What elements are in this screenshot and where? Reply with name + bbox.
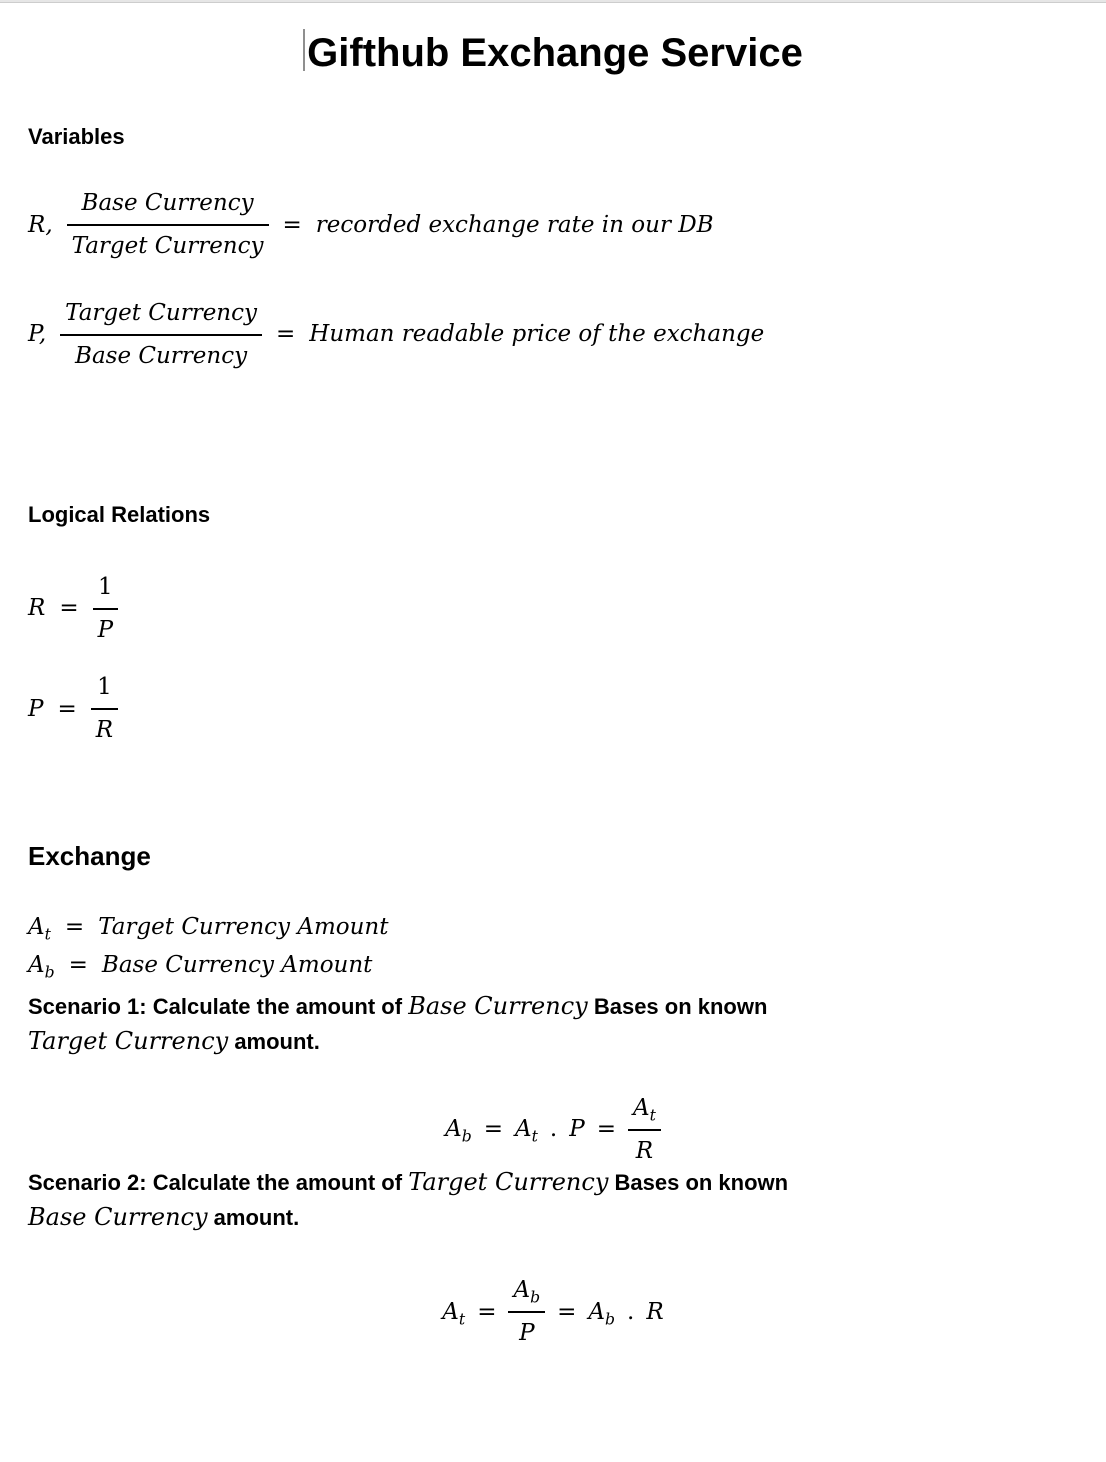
equals-sign: = xyxy=(276,321,296,348)
symbol-base: A xyxy=(515,1116,532,1143)
formula-term xyxy=(515,1115,538,1144)
fraction-numerator: Target Currency xyxy=(60,299,262,336)
symbol-subscript: t xyxy=(531,1126,538,1146)
amount-t-symbol xyxy=(28,913,51,942)
equals-sign: = xyxy=(282,211,302,238)
scenario-1-formula xyxy=(28,1094,1078,1166)
variable-p-definition xyxy=(28,299,1078,371)
fraction-numerator xyxy=(508,1276,545,1313)
document-title-text: Gifthub Exchange Service xyxy=(307,31,803,75)
variable-p-symbol: P, xyxy=(28,321,47,348)
scenario-1-bold-2: Bases on known xyxy=(587,993,768,1019)
fraction xyxy=(93,573,118,645)
equals-sign: = xyxy=(596,1116,616,1143)
multiplication-dot: . xyxy=(549,1116,558,1143)
scenario-2-bold-3: amount. xyxy=(207,1205,300,1231)
formula-term xyxy=(588,1298,615,1327)
fraction xyxy=(628,1094,661,1166)
amount-b-symbol xyxy=(28,951,55,980)
variable-r-definition xyxy=(28,189,1078,261)
formula-term: R xyxy=(646,1298,664,1325)
equals-sign: = xyxy=(59,595,79,622)
scenario-2-text xyxy=(28,1165,1078,1235)
equals-sign: = xyxy=(557,1298,577,1325)
equals-sign: = xyxy=(64,913,85,940)
scenario-2-italic-1: Target Currency xyxy=(408,1168,609,1197)
amount-definitions xyxy=(28,913,1078,989)
equals-sign: = xyxy=(57,695,77,722)
fraction-numerator xyxy=(628,1094,661,1131)
relation-p-formula xyxy=(28,673,1078,745)
symbol-subscript: b xyxy=(44,962,55,982)
equals-sign: = xyxy=(483,1116,504,1143)
symbol-base: A xyxy=(442,1298,459,1325)
variable-p-description: Human readable price of the exchange xyxy=(309,321,765,348)
symbol-subscript: t xyxy=(458,1309,466,1329)
document-title xyxy=(28,29,1078,77)
scenario-1-bold-3: amount. xyxy=(228,1028,320,1054)
formula-lhs xyxy=(442,1298,465,1327)
fraction xyxy=(60,299,262,371)
fraction-denominator: P xyxy=(97,616,114,643)
symbol-base: A xyxy=(513,1277,531,1304)
fraction xyxy=(91,673,118,745)
text-cursor xyxy=(303,29,305,71)
fraction-denominator: R xyxy=(635,1137,654,1164)
scenario-2-bold-1: Scenario 2: Calculate the amount of xyxy=(28,1170,409,1196)
amount-b-description: Base Currency Amount xyxy=(101,951,373,978)
fraction-numerator: 1 xyxy=(91,673,118,710)
amount-t-definition xyxy=(28,913,1078,951)
fraction-denominator: Base Currency xyxy=(75,342,248,369)
fraction-numerator: Base Currency xyxy=(67,189,269,226)
symbol-subscript: b xyxy=(530,1288,541,1308)
scenario-1-bold-1: Scenario 1: Calculate the amount of xyxy=(28,993,409,1019)
symbol-base: A xyxy=(633,1094,650,1121)
document-canvas[interactable] xyxy=(0,3,1106,1348)
scenario-2-bold-2: Bases on known xyxy=(608,1170,789,1196)
symbol-base: A xyxy=(28,913,45,940)
scenario-1-italic-1: Base Currency xyxy=(408,991,588,1020)
equals-sign: = xyxy=(68,951,88,978)
fraction-denominator: Target Currency xyxy=(71,233,264,260)
fraction xyxy=(67,189,269,261)
symbol-base: A xyxy=(28,951,45,978)
variable-r-symbol: R, xyxy=(28,211,53,238)
symbol-subscript: t xyxy=(649,1105,656,1125)
symbol-base: A xyxy=(588,1298,606,1325)
equals-sign: = xyxy=(477,1298,497,1325)
amount-b-definition xyxy=(28,951,1078,989)
symbol-subscript: b xyxy=(605,1309,616,1329)
fraction xyxy=(508,1276,545,1348)
formula-lhs xyxy=(445,1115,472,1144)
formula-term: P xyxy=(569,1116,585,1143)
scenario-1-italic-2: Target Currency xyxy=(28,1026,229,1055)
symbol-base: A xyxy=(445,1116,462,1143)
exchange-heading: Exchange xyxy=(28,840,151,871)
symbol-subscript: b xyxy=(461,1126,472,1146)
variables-heading: Variables xyxy=(28,124,125,149)
fraction-numerator: 1 xyxy=(93,573,118,610)
relation-p-lhs: P xyxy=(28,695,44,722)
relation-r-lhs: R xyxy=(28,595,46,622)
scenario-2-italic-2: Base Currency xyxy=(28,1203,208,1232)
scenario-2-formula xyxy=(28,1276,1078,1348)
symbol-subscript: t xyxy=(44,924,51,944)
amount-t-description: Target Currency Amount xyxy=(98,913,389,940)
scenario-1-text xyxy=(28,989,1078,1059)
multiplication-dot: . xyxy=(627,1298,635,1325)
fraction-denominator: R xyxy=(95,717,114,744)
fraction-denominator: P xyxy=(519,1320,535,1347)
relation-r-formula xyxy=(28,573,1078,645)
logical-relations-heading: Logical Relations xyxy=(28,502,211,528)
variable-r-description: recorded exchange rate in our DB xyxy=(315,211,714,238)
